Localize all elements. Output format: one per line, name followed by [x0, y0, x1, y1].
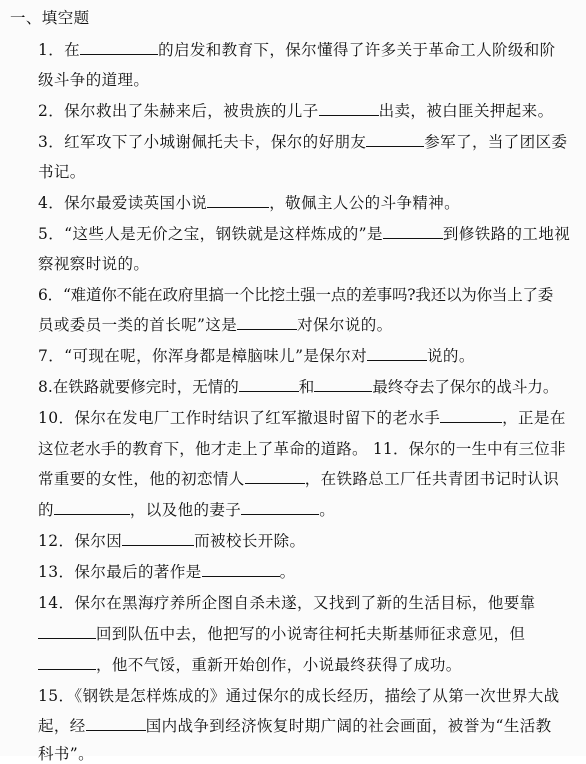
question-14-line-1: 14．保尔在黑海疗养所企图自杀未遂，又找到了新的生活目标，他要靠: [38, 594, 536, 612]
question-14-line-3: ，他不气馁，重新开始创作，小说最终获得了成功。: [38, 655, 462, 675]
answer-blank[interactable]: [38, 655, 96, 670]
question-6-line-2: 员或委员一类的首长呢”这是 对保尔说的。: [38, 316, 393, 334]
answer-blank[interactable]: [440, 408, 502, 423]
question-1-line-1: 1．在 的启发和教育下，保尔懂得了许多关于革命工人阶级和阶: [38, 41, 556, 59]
question-8: 8.在铁路就要修完时，无情的 和 最终夺去了保尔的战斗力。: [38, 378, 559, 396]
question-11-line-1: 常重要的女性，他的初恋情人 ，在铁路总工厂任共青团书记时认识: [38, 470, 560, 488]
question-10-line-2: 这位老水手的教育下，他才走上了革命的道路。 11．保尔的一生中有三位非: [38, 440, 566, 458]
answer-blank[interactable]: [241, 500, 319, 515]
answer-blank[interactable]: [207, 193, 269, 208]
question-3-line-2: 书记。: [38, 163, 86, 181]
question-4: 4．保尔最爱读英国小说 ，敬佩主人公的斗争精神。: [38, 194, 461, 212]
question-14-line-2: 回到队伍中去，他把写的小说寄往柯托夫斯基师征求意见，但: [38, 624, 525, 644]
question-11-line-2: 的 ，以及他的妻子 。: [38, 501, 336, 519]
answer-blank[interactable]: [367, 346, 427, 361]
answer-blank[interactable]: [239, 377, 299, 392]
question-5-line-2: 察视察时说的。: [38, 255, 150, 273]
answer-blank[interactable]: [86, 716, 146, 731]
answer-blank[interactable]: [122, 531, 194, 546]
answer-blank[interactable]: [202, 562, 280, 577]
question-7: 7．“可现在呢，你浑身都是樟脑味儿”是保尔对 说的。: [38, 347, 475, 365]
answer-blank[interactable]: [80, 40, 158, 55]
answer-blank[interactable]: [383, 224, 443, 239]
answer-blank[interactable]: [237, 315, 297, 330]
question-13: 13．保尔最后的著作是 。: [38, 563, 296, 581]
question-12: 12．保尔因 而被校长开除。: [38, 532, 306, 550]
question-5-line-1: 5．“这些人是无价之宝，钢铁就是这样炼成的”是 到修铁路的工地视: [38, 225, 571, 243]
question-15-line-2: 起，经 国内战争到经济恢复时期广阔的社会画面，被誉为“生活教: [38, 717, 552, 735]
question-2: 2．保尔救出了朱赫来后，被贵族的儿子 出卖，被白匪关押起来。: [38, 102, 554, 120]
answer-blank[interactable]: [366, 132, 424, 147]
question-1-line-2: 级斗争的道理。: [38, 71, 150, 89]
question-6-line-1: 6．“难道你不能在政府里搞一个比挖土强一点的差事吗?我还以为你当上了委: [38, 286, 554, 304]
answer-blank[interactable]: [38, 624, 96, 639]
question-15-line-1: 15．《钢铁是怎样炼成的》通过保尔的成长经历，描绘了从第一次世界大战: [38, 687, 560, 705]
answer-blank[interactable]: [319, 101, 379, 116]
question-3-line-1: 3．红军攻下了小城谢佩托夫卡，保尔的好朋友 参军了，当了团区委: [38, 133, 568, 151]
answer-blank[interactable]: [54, 500, 130, 515]
answer-blank[interactable]: [245, 469, 305, 484]
question-10-line-1: 10．保尔在发电厂工作时结识了红军撤退时留下的老水手 ，正是在: [38, 409, 566, 427]
section-title: 一、填空题: [10, 9, 90, 27]
question-15-line-3: 科书”。: [38, 745, 95, 763]
answer-blank[interactable]: [314, 377, 372, 392]
